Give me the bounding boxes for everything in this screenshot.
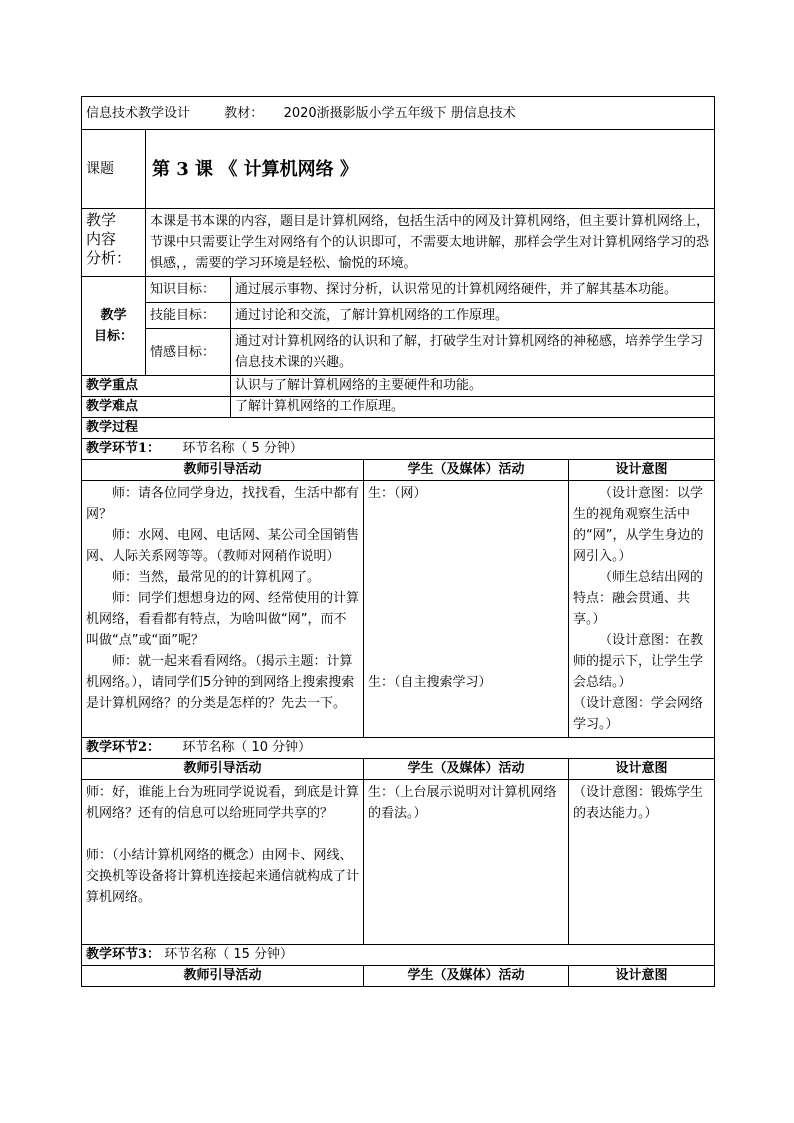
student-column-header: 学生（及媒体）活动 bbox=[364, 966, 569, 987]
stage1-content-row bbox=[82, 481, 715, 738]
teacher-line: 师：就一起来看看网络。（揭示主题：计算机网络。），请同学们5分钟的到网络上搜索搜索是计算机网络？的分类是怎样的？先去一下。 bbox=[86, 654, 355, 711]
content-analysis-label: 教学 内容 分析： bbox=[82, 209, 146, 277]
stage1-header bbox=[82, 439, 715, 460]
stage1-header-row bbox=[82, 439, 715, 460]
process-row bbox=[82, 418, 715, 439]
key-point-text: 认识与了解计算机网络的主要硬件和功能。 bbox=[231, 376, 715, 397]
lesson-plan-document bbox=[81, 96, 714, 987]
goal-row-skill bbox=[82, 303, 715, 329]
stage3-columns-row bbox=[82, 966, 715, 987]
stage3-header-row bbox=[82, 945, 715, 966]
stage1-columns-row bbox=[82, 460, 715, 481]
key-point-row bbox=[82, 376, 715, 397]
student-line: 生：（上台展示说明对计算机网络的看法。） bbox=[368, 785, 557, 821]
intent-column-header: 设计意图 bbox=[569, 759, 715, 780]
header-cell bbox=[82, 97, 715, 130]
lesson-title-row bbox=[82, 130, 715, 209]
intent-line: （设计意图：锻炼学生的表达能力。） bbox=[573, 785, 704, 821]
lesson-title: 第 3 课 《 计算机网络 》 bbox=[146, 130, 715, 209]
content-analysis-row bbox=[82, 209, 715, 277]
teacher-column-header: 教师引导活动 bbox=[82, 759, 364, 780]
goal-text: 通过对计算机网络的认识和了解，打破学生对计算机网络的神秘感，培养学生学习信息技术课的兴趣。 bbox=[231, 329, 715, 376]
student-line: 生：（网） bbox=[368, 486, 427, 501]
header-row bbox=[82, 97, 715, 130]
stage3-label: 教学环节3： bbox=[86, 947, 161, 962]
stage2-teacher-activity bbox=[82, 780, 364, 945]
stage3-name: 环节名称（ 15 分钟） bbox=[164, 947, 293, 962]
stage2-name: 环节名称（ 10 分钟） bbox=[182, 740, 312, 755]
stage3-header bbox=[82, 945, 715, 966]
stage2-student-activity bbox=[364, 780, 569, 945]
teacher-line: 师：当然，最常见的的计算机网了。 bbox=[112, 570, 321, 585]
difficulty-text: 了解计算机网络的工作原理。 bbox=[231, 397, 715, 418]
material-value: 2020浙摄影版小学五年级下 册信息技术 bbox=[283, 105, 516, 121]
intent-line: （师生总结出网的特点：融会贯通、共享。） bbox=[573, 570, 704, 627]
stage1-design-intent bbox=[569, 481, 715, 738]
stage1-teacher-activity bbox=[82, 481, 364, 738]
teacher-line: 师：同学们想想身边的网、经常使用的计算机网络，看看都有特点，为啥叫做“网”，而不叫做“点”或“面”呢？ bbox=[86, 591, 360, 648]
goal-type: 情感目标： bbox=[146, 329, 231, 376]
goal-text: 通过展示事物、探讨分析，认识常见的计算机网络硬件，并了解其基本功能。 bbox=[231, 277, 715, 303]
lesson-plan-table bbox=[81, 96, 715, 987]
stage1-name: 环节名称（ 5 分钟） bbox=[182, 441, 303, 456]
difficulty-row bbox=[82, 397, 715, 418]
difficulty-label: 教学难点 bbox=[82, 397, 231, 418]
intent-column-header: 设计意图 bbox=[569, 966, 715, 987]
teacher-line: 师：好，谁能上台为班同学说说看，到底是计算机网络？还有的信息可以给班同学共享的？ bbox=[86, 785, 360, 821]
intent-column-header: 设计意图 bbox=[569, 460, 715, 481]
student-column-header: 学生（及媒体）活动 bbox=[364, 759, 569, 780]
goal-type: 技能目标： bbox=[146, 303, 231, 329]
goal-row-knowledge bbox=[82, 277, 715, 303]
lesson-label: 课题 bbox=[82, 130, 146, 209]
stage1-student-activity bbox=[364, 481, 569, 738]
goal-text: 通过讨论和交流，了解计算机网络的工作原理。 bbox=[231, 303, 715, 329]
goals-label: 教学 目标： bbox=[82, 277, 146, 376]
stage1-label: 教学环节1： bbox=[86, 441, 161, 456]
design-label: 信息技术教学设计 bbox=[86, 105, 191, 121]
content-analysis-text: 本课是书本课的内容，题目是计算机网络，包括生活中的网及计算机网络，但主要计算机网络上，节课中只需要让学生对网络有个的认识即可，不需要太地讲解，那样会学生对计算机网络学习的恐惧感，，需要的学习环境是轻松、愉悦的环境。 bbox=[146, 209, 715, 277]
goal-row-emotion bbox=[82, 329, 715, 376]
material-label: 教材： bbox=[224, 105, 264, 121]
stage2-header-row bbox=[82, 738, 715, 759]
intent-line: （设计意图：在教师的提示下，让学生学会总结。） bbox=[573, 633, 704, 690]
teacher-column-header: 教师引导活动 bbox=[82, 460, 364, 481]
intent-line: （设计意图：以学生的视角观察生活中的“网”，从学生身边的网引入。） bbox=[573, 486, 704, 564]
student-column-header: 学生（及媒体）活动 bbox=[364, 460, 569, 481]
student-line: 生：（自主搜索学习） bbox=[368, 675, 492, 690]
stage2-header bbox=[82, 738, 715, 759]
stage2-design-intent bbox=[569, 780, 715, 945]
stage2-label: 教学环节2： bbox=[86, 740, 161, 755]
teacher-line: 师：（小结计算机网络的概念）由网卡、网线、交换机等设备将计算机连接起来通信就构成了计算机网络。 bbox=[86, 848, 360, 905]
stage2-columns-row bbox=[82, 759, 715, 780]
process-label: 教学过程 bbox=[82, 418, 715, 439]
intent-line: （设计意图：学会网络学习。） bbox=[573, 696, 704, 732]
key-point-label: 教学重点 bbox=[82, 376, 231, 397]
teacher-column-header: 教师引导活动 bbox=[82, 966, 364, 987]
goal-type: 知识目标： bbox=[146, 277, 231, 303]
teacher-line: 师：水网、电网、电话网、某公司全国销售网、人际关系网等等。（教师对网稍作说明） bbox=[86, 528, 360, 564]
stage2-content-row bbox=[82, 780, 715, 945]
teacher-line: 师：请各位同学身边，找找看，生活中都有网？ bbox=[86, 486, 360, 522]
